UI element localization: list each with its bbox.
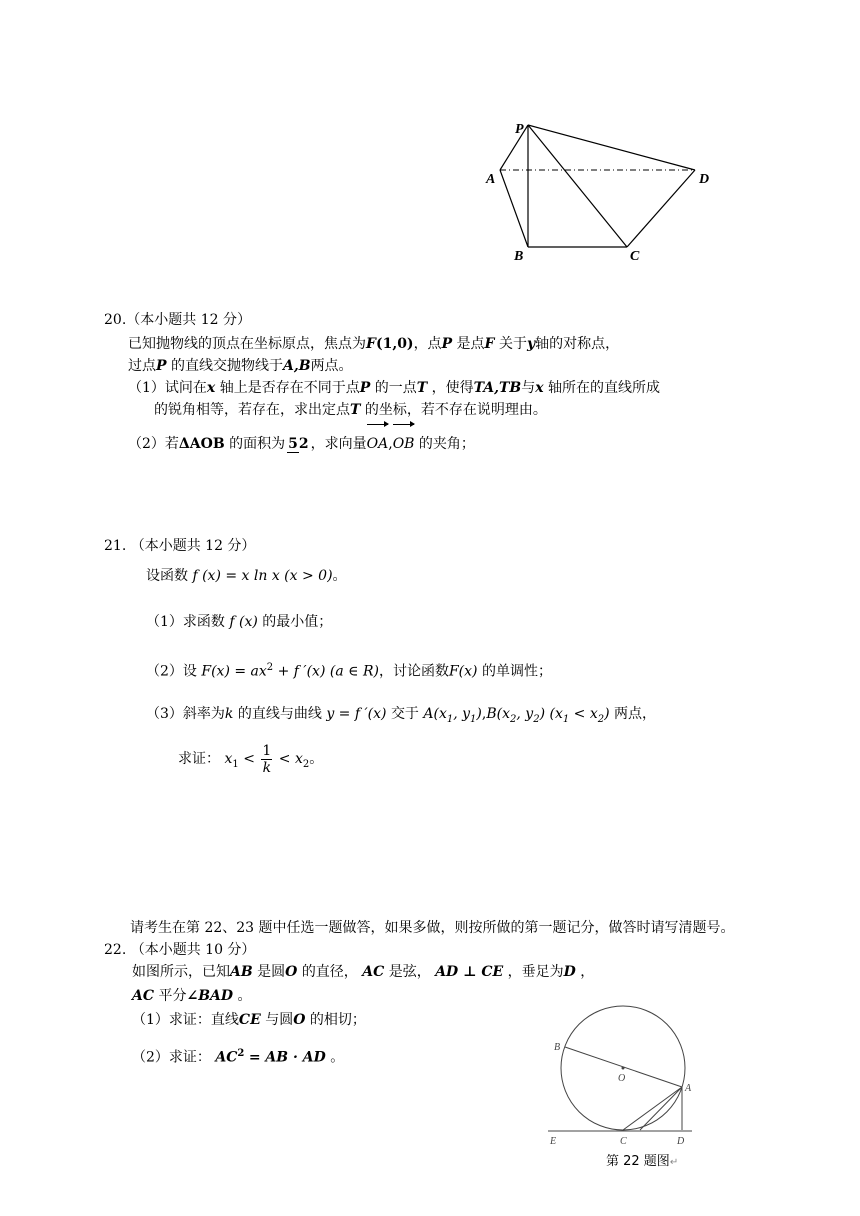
q21-header: 21. （本小题共 12 分） [104, 538, 256, 554]
q22-line2: AC 平分∠BAD 。 [132, 988, 252, 1004]
circle-label-D: D [677, 1136, 685, 1147]
choice-instruction-note: 请考生在第 22、23 题中任选一题做答，如果多做，则按所做的第一题记分，做答时请写清题号。 [130, 920, 735, 936]
edge-CD [627, 170, 695, 247]
q21-part1: （1）求函数 f (x) 的最小值； [146, 614, 333, 630]
edge-PD [528, 125, 695, 170]
top-geometry-figure [480, 115, 720, 270]
q22-figure-caption: 第 22 题图↵ [606, 1154, 679, 1169]
q22-part1: （1）求证：直线CE 与圆O 的相切； [132, 1012, 366, 1028]
label-C: C [630, 249, 640, 264]
q21-proof: 求证： $x_1$ < $\frac{1}{k}$ < $x_2$。 [178, 742, 324, 776]
q20-part2: （2）若ΔAOB 的面积为 52 ，求向量OA,OB 的夹角； [128, 424, 475, 464]
return-mark-icon: ↵ [669, 1157, 679, 1168]
q22-part2: （2）求证： $AC^2$ = AB · AD 。 [132, 1048, 345, 1066]
edge-PC [528, 125, 627, 247]
q20-header: 20.（本小题共 12 分） [104, 312, 251, 328]
q21-line1: 设函数 f (x) = x ln x (x > 0)。 [146, 568, 347, 584]
q20-part1-line1: （1）试问在x 轴上是否存在不同于点P 的一点T ，使得TA,TB与x 轴所在的直线所成 [128, 380, 661, 396]
circle-label-O: O [618, 1073, 626, 1084]
vector-OA: OA [367, 424, 389, 464]
q22-line1: 如图所示，已知AB 是圆O 的直径， AC 是弦， AD ⊥ CE ，垂足为D ， [132, 964, 595, 980]
q22-circle-figure [540, 1005, 710, 1150]
chord-AC [623, 1087, 682, 1130]
extra-chord [640, 1087, 682, 1130]
circle-label-C: C [620, 1136, 627, 1147]
q20-part1-line2: 的锐角相等，若存在，求出定点T 的坐标，若不存在说明理由。 [154, 402, 547, 418]
circle-label-B: B [554, 1042, 561, 1053]
label-B: B [514, 249, 524, 264]
q22-header: 22. （本小题共 10 分） [104, 942, 256, 958]
q20-line2: 过点P 的直线交抛物线于A,B两点。 [128, 358, 353, 374]
edge-AB [500, 170, 528, 247]
circle-label-E: E [550, 1136, 557, 1147]
label-A: A [486, 172, 496, 187]
edge-PA [500, 125, 528, 170]
q20-line1: 已知抛物线的顶点在坐标原点，焦点为F(1,0)，点P 是点F 关于y轴的对称点， [128, 336, 620, 352]
fraction-one-over-k: $\frac{1}{k}$ [262, 742, 272, 776]
vector-OB: OB [393, 424, 415, 464]
fraction-five-halves: 52 [288, 436, 309, 452]
center-point-O [622, 1067, 625, 1070]
circle-label-A: A [685, 1083, 692, 1094]
q21-part3: （3）斜率为k 的直线与曲线 y = f ′(x) 交于 $A(x_1$, $y_1),B(x_2$, $y_2$) $(x_1 < x_2)$ 两点， [146, 706, 657, 725]
label-P: P [515, 122, 524, 137]
label-D: D [699, 172, 710, 187]
q21-part2: （2）设 $F(x) = ax^2 + f$ ′(x) (a ∈ R)，讨论函数F(x) 的单调性； [146, 662, 552, 680]
